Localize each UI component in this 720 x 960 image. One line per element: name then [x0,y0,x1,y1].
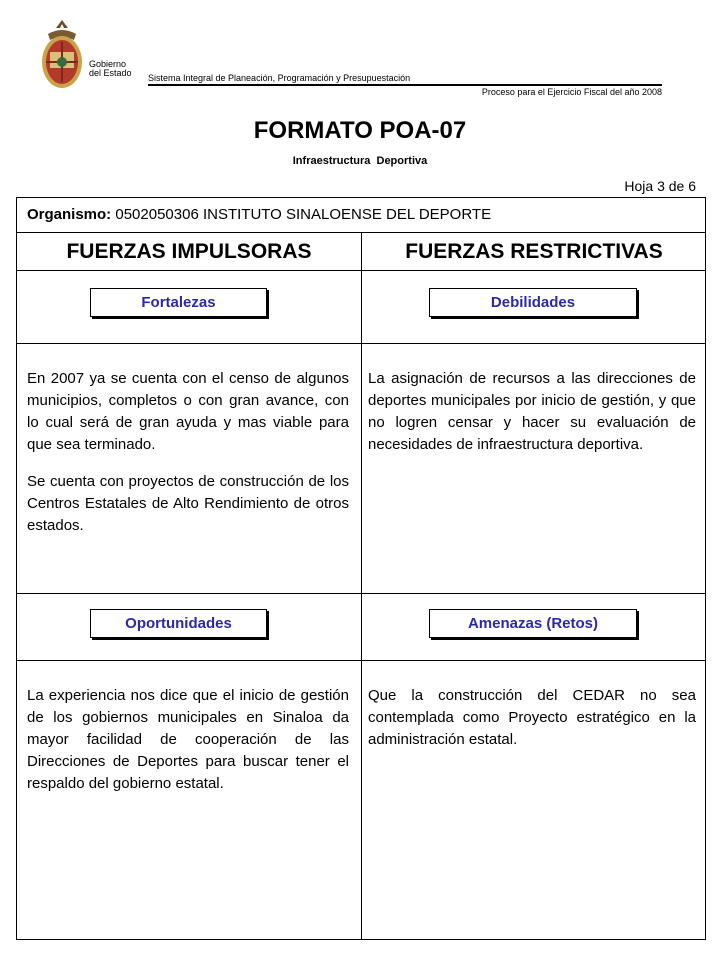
section-divider-3 [17,660,705,661]
organismo-value: 0502050306 INSTITUTO SINALOENSE DEL DEPORTE [115,206,492,223]
column-divider [361,233,362,939]
amenazas-text [368,685,696,766]
amenazas-paragraph-1: Que la construcción del CEDAR no sea contemplada como Proyecto estratégico en la administración estatal. [368,687,696,748]
amenazas-label: Amenazas (Retos) [429,609,637,638]
debilidades-label: Debilidades [429,288,637,317]
fortalezas-paragraph-2: Se cuenta con proyectos de construcción de los Centros Estatales de Alto Rendimiento de otros estados. [27,473,349,534]
swot-table [16,197,706,940]
organismo-row [17,198,705,233]
form-title: FORMATO POA-07 [253,117,467,144]
fortalezas-paragraph-1: En 2007 ya se cuenta con el censo de algunos municipios, completos o con gran avance, con lo cual será de gran ayuda y mas viable para que sea terminado. [27,370,349,453]
debilidades-paragraph-1: La asignación de recursos a las direcciones de deportes municipales por inicio de gestión, y que no logren censar y hacer su evaluación de necesidades de infraestructura deportiva. [368,370,696,453]
system-name: Sistema Integral de Planeación, Programación y Presupuestación [148,73,411,83]
debilidades-text [368,368,696,471]
section-divider-2 [17,593,705,594]
page-indicator: Hoja 3 de 6 [624,178,696,194]
fiscal-process: Proceso para el Ejercicio Fiscal del año 2008 [481,87,662,97]
oportunidades-paragraph-1: La experiencia nos dice que el inicio de gestión de los gobiernos municipales en Sinaloa da mayor facilidad de cooperación de las Direcciones de Deportes para buscar tener el respaldo del gobierno estatal. [27,687,349,792]
fortalezas-text [27,368,349,552]
state-seal-icon [38,18,86,94]
restrictivas-header: FUERZAS RESTRICTIVAS [405,240,663,263]
oportunidades-text [27,685,349,810]
gov-line-1: Gobierno [89,59,127,69]
form-subtitle: Infraestructura Deportiva [292,155,428,167]
section-divider-1 [17,343,705,344]
header-divider [17,270,705,271]
organismo-label: Organismo: [27,206,112,223]
impulsoras-header: FUERZAS IMPULSORAS [66,240,312,263]
oportunidades-label: Oportunidades [90,609,267,638]
government-label [89,60,132,78]
header-rule [148,84,662,86]
fortalezas-label: Fortalezas [90,288,267,317]
gov-line-2: del Estado [89,68,132,78]
